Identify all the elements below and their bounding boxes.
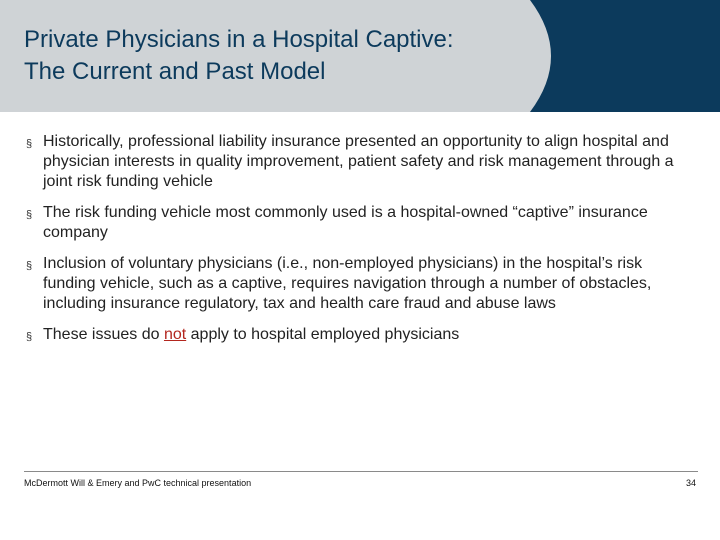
bullet-marker-icon: § (26, 138, 33, 150)
bullet-text-before: These issues do (43, 326, 164, 343)
emphasis-word: not (163, 326, 187, 343)
slide-title (24, 24, 544, 88)
footer-source: McDermott Will & Emery and PwC technical presentation (24, 478, 252, 488)
bullet-item (24, 132, 684, 192)
page-number: 34 (685, 478, 696, 488)
bullet-item (24, 203, 684, 243)
bullet-item (24, 325, 684, 345)
bullet-list (24, 132, 684, 356)
bullet-text-after: apply to hospital employed physicians (186, 326, 460, 343)
bullet-text: The risk funding vehicle most commonly used is a hospital-owned “captive” insurance company (43, 204, 648, 241)
bullet-marker-icon: § (26, 209, 33, 221)
bullet-text: Inclusion of voluntary physicians (i.e., non-employed physicians) in the hospital’s risk funding vehicle, such as a captive, requires navigation through a number of obstacles, including insurance regulatory, tax and health care fraud and abuse laws (43, 255, 652, 312)
bullet-marker-icon: § (26, 260, 33, 272)
bullet-text: Historically, professional liability insurance presented an opportunity to align hospital and physician interests in quality improvement, patient safety and risk management through a joint risk funding vehicle (43, 133, 674, 190)
bullet-marker-icon: § (26, 331, 33, 343)
slide-title-line-1: Private Physicians in a Hospital Captive: (24, 26, 454, 53)
slide-header (0, 0, 720, 112)
bullet-item (24, 254, 684, 314)
slide-title-line-2: The Current and Past Model (24, 58, 326, 85)
footer-divider (24, 471, 698, 472)
